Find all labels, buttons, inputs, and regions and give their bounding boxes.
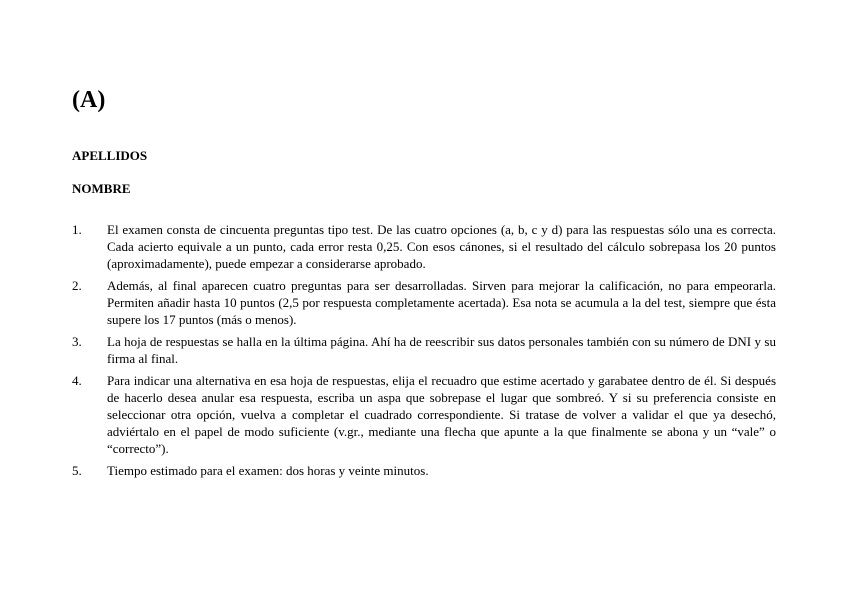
surnames-label: APELLIDOS [72, 148, 148, 163]
instruction-item-1 [72, 221, 776, 272]
instruction-number: 4. [72, 373, 82, 388]
instruction-text: Además, al final aparecen cuatro preguntas para ser desarrolladas. Sirven para mejorar la calificación, no para empeorarla. Permiten añadir hasta 10 puntos (2,5 por respuesta completamente acertada). Esa nota se acumula a la del test, siempre que ésta supere los 17 puntos (más o menos). [107, 278, 776, 327]
instruction-text: El examen consta de cincuenta preguntas tipo test. De las cuatro opciones (a, b, c y d) para las respuestas sólo una es correcta. Cada acierto equivale a un punto, cada error resta 0,25. Con esos cánones, si el resultado del cálculo sobrepasa los 20 puntos (aproximadamente), puede empezar a considerarse aprobado. [107, 222, 776, 271]
instruction-item-5 [72, 462, 776, 479]
instruction-item-3 [72, 333, 776, 367]
instruction-number: 2. [72, 278, 82, 293]
instruction-number: 5. [72, 463, 82, 478]
name-label: NOMBRE [72, 181, 131, 196]
instruction-item-2 [72, 277, 776, 328]
instruction-item-4 [72, 372, 776, 457]
instruction-text: La hoja de respuestas se halla en la última página. Ahí ha de reescribir sus datos personales también con su número de DNI y su firma al final. [107, 334, 776, 366]
exam-version-heading: (A) [72, 87, 106, 113]
instruction-text: Tiempo estimado para el examen: dos horas y veinte minutos. [107, 463, 429, 478]
instructions-list [72, 221, 776, 484]
instruction-number: 3. [72, 334, 82, 349]
instruction-number: 1. [72, 222, 82, 237]
instruction-text: Para indicar una alternativa en esa hoja de respuestas, elija el recuadro que estime acertado y garabatee dentro de él. Si después de hacerlo desea anular esa respuesta, escriba un aspa que sobrepase el lugar que sombreó. Y si su preferencia consiste en seleccionar otra opción, vuelva a completar el cuadrado correspondiente. Si tratase de volver a validar el que ya desechó, adviértalo en el papel de modo suficiente (v.gr., mediante una flecha que apunte a la que finalmente se abona y un “vale” o “correcto”). [107, 373, 776, 456]
